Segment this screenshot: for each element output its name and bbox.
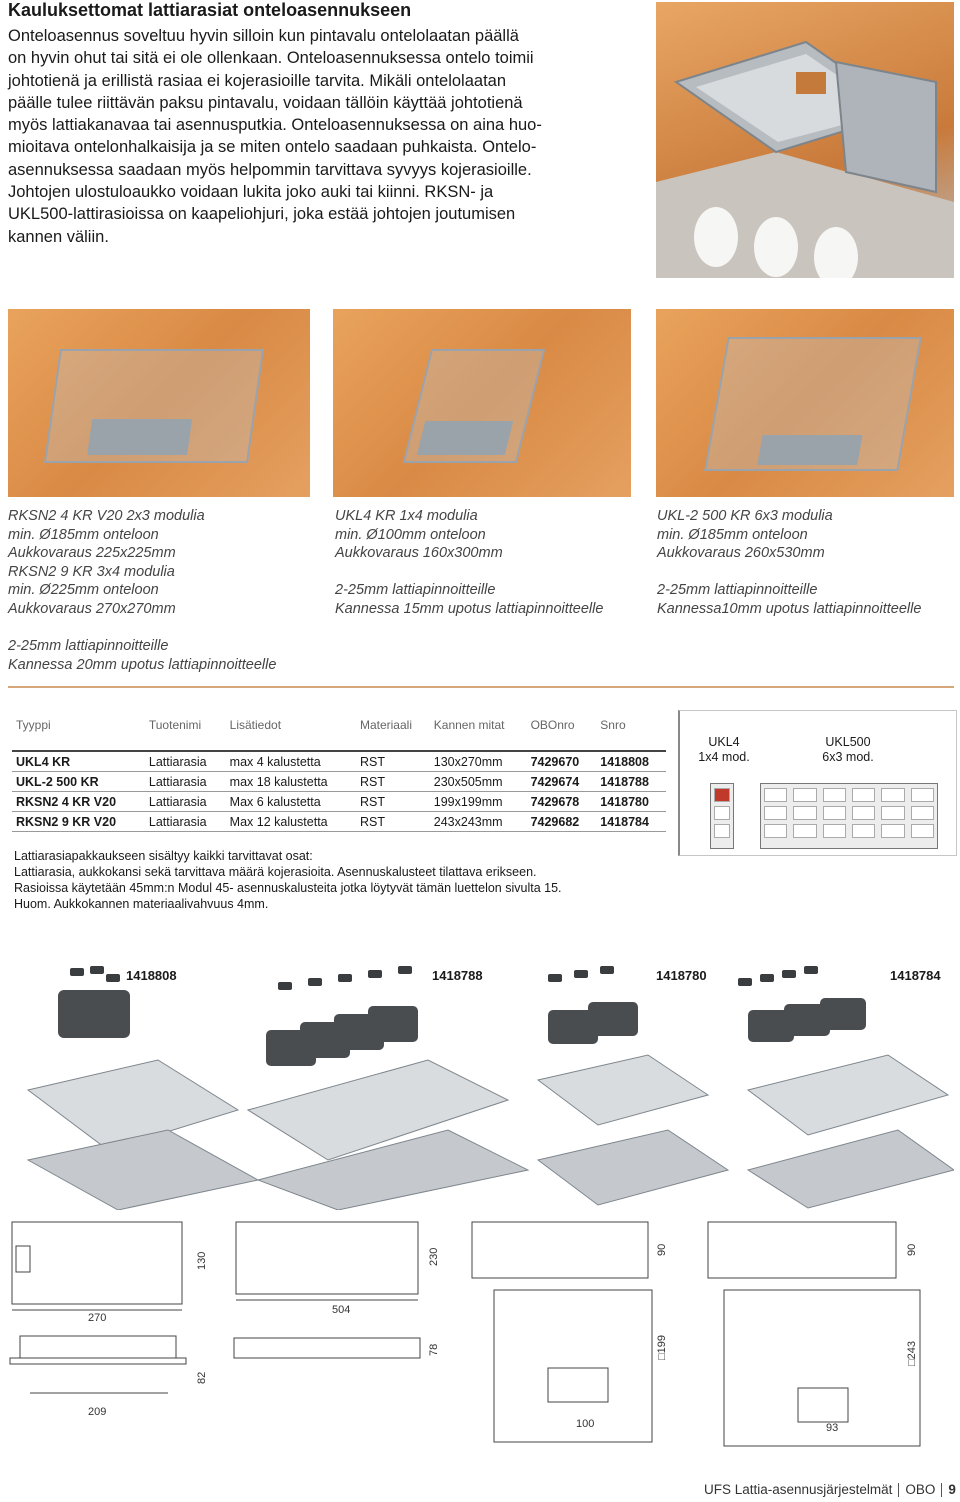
lid-plate: [87, 419, 192, 455]
cell-type: RKSN2 9 KR V20: [12, 812, 145, 832]
cell-s-no: 1418808: [596, 751, 666, 772]
cell-info: max 18 kalustetta: [226, 772, 356, 792]
product-code: 1418784: [890, 968, 941, 983]
intro-line: Onteloasennus soveltuu hyvin silloin kun pintavalu ontelolaatan päällä: [8, 27, 519, 45]
caption-line: min. Ø100mm onteloon: [335, 526, 486, 543]
product-code: 1418780: [656, 968, 707, 983]
caption-line: RKSN2 9 KR 3x4 modulia: [8, 563, 175, 580]
module-socket: [793, 788, 816, 802]
intro-line: Johtojen ulostuloaukko voidaan lukita joko auki tai kiinni. RKSN- ja: [8, 183, 494, 202]
floor-box-outline: [44, 349, 264, 463]
module-column: [820, 784, 849, 848]
module-socket: [714, 788, 730, 802]
module-name: UKL500: [825, 735, 871, 749]
page-title: Kauluksettomat lattiarasiat onteloasennukseen: [8, 0, 412, 20]
module-socket: [881, 824, 904, 838]
module-name: UKL4: [708, 735, 740, 749]
intro-line: mioitava ontelonhalkaisija ja se miten ontelo saadaan puhkaista. Ontelo-: [8, 138, 537, 157]
col-header: Kannen mitat: [433, 718, 505, 732]
product-table: [12, 714, 666, 832]
floor-photo-ukl500: [656, 309, 954, 497]
footer-section: UFS Lattia-asennusjärjestelmät: [704, 1482, 893, 1497]
module-column: [908, 784, 937, 848]
lid-frame: [538, 1055, 708, 1125]
cell-product: Lattiarasia: [145, 812, 226, 832]
caption-ukl4: [335, 507, 645, 619]
cell-product: Lattiarasia: [145, 792, 226, 812]
cell-material: RST: [356, 751, 430, 772]
base-frame: [28, 1130, 258, 1210]
cell-s-no: 1418788: [596, 772, 666, 792]
cell-s-no: 1418780: [596, 792, 666, 812]
drawing-ukl4: [10, 1222, 186, 1393]
device-boxes-2: [266, 1006, 418, 1066]
module-socket: [911, 824, 934, 838]
caption-line: [335, 563, 645, 582]
cell-info: Max 12 kalustetta: [226, 812, 356, 832]
cell-type: UKL4 KR: [12, 751, 145, 772]
module-column: [849, 784, 878, 848]
dimension-label: □199: [656, 1335, 668, 1360]
note-line: Lattiarasia, aukkokansi sekä tarvittava määrä kojerasioita. Asennuskalusteet tilattava erikseen.: [14, 865, 537, 879]
installation-photo: [656, 2, 954, 278]
intro-line: päälle tulee riittävän paksu pintavalu, voidaan tällöin käyttää johtotienä: [8, 93, 523, 112]
module-socket: [852, 824, 875, 838]
module-socket: [823, 824, 846, 838]
module-socket: [764, 824, 787, 838]
cell-type: RKSN2 4 KR V20: [12, 792, 145, 812]
cell-lid-size: 199x199mm: [430, 792, 527, 812]
module-column: [790, 784, 819, 848]
col-header: Snro: [600, 718, 626, 732]
floor-box-outline: [704, 337, 922, 471]
caption-line: 2-25mm lattiapinnoitteille: [8, 638, 169, 654]
caption-rksn2-extra: [8, 637, 328, 674]
intro-line: myös lattiakanavaa tai asennusputkia. Onteloasennuksessa on aina huo-: [8, 116, 542, 135]
device-boxes-4: [748, 998, 866, 1042]
cell-lid-size: 130x270mm: [430, 751, 527, 772]
module-socket: [881, 806, 904, 820]
dimension-label: 78: [428, 1343, 440, 1356]
dimension-label: 90: [906, 1243, 918, 1256]
base-frame: [748, 1130, 954, 1208]
intro-line: asennuksessa saadaan myös helpommin tarvittava syvyys kojerasioille.: [8, 160, 532, 179]
cell-material: RST: [356, 812, 430, 832]
table-header-row: [12, 714, 666, 751]
technical-drawings: [8, 1218, 954, 1450]
caption-line: Aukkovaraus 225x225mm: [8, 545, 176, 562]
dimension-label: 209: [88, 1406, 107, 1418]
caption-line: Kannessa 20mm upotus lattiapinnoitteelle: [8, 656, 277, 673]
col-header: Lisätiedot: [229, 718, 282, 732]
package-notes: [14, 848, 562, 912]
cell-s-no: 1418784: [596, 812, 666, 832]
caption-line: 2-25mm lattiapinnoitteille: [335, 582, 496, 599]
module-socket: [911, 806, 934, 820]
module-socket: [793, 806, 816, 820]
device-boxes-3: [548, 1002, 638, 1044]
caption-line: Kannessa 15mm upotus lattiapinnoitteelle: [335, 600, 604, 617]
ukl4-module-label: [692, 735, 756, 765]
caption-rksn2: [8, 507, 318, 619]
col-header: Tyyppi: [16, 718, 51, 732]
cell-obo-no: 7429670: [527, 751, 597, 772]
caption-line: Aukkovaraus 270x270mm: [8, 600, 176, 617]
ukl500-module-diagram: [760, 783, 938, 849]
intro-line: johtotienä ja erillistä rasiaa ei kojerasioille tarvita. Mikäli ontelolaatan: [8, 71, 507, 90]
module-socket: [714, 806, 730, 820]
cell-product: Lattiarasia: [145, 772, 226, 792]
drawing-rksn2-4: [472, 1222, 652, 1442]
cell-obo-no: 7429682: [527, 812, 597, 832]
module-socket: [793, 824, 816, 838]
module-socket: [764, 806, 787, 820]
caption-line: [657, 563, 957, 582]
floor-photo-ukl4: [333, 309, 631, 497]
cell-obo-no: 7429678: [527, 792, 597, 812]
caption-line: Aukkovaraus 260x530mm: [657, 545, 825, 562]
intro-line: on hyvin ohut tai sitä ei ole ollenkaan. Onteloasennuksessa ontelo toimii: [8, 49, 534, 68]
dimension-label: 230: [428, 1247, 440, 1266]
intro-line: UKL500-lattirasioissa on kaapeliohjuri, joka estää johtojen joutumisen: [8, 205, 516, 224]
caption-line: RKSN2 4 KR V20 2x3 modulia: [8, 508, 205, 524]
module-socket: [714, 824, 730, 838]
caption-line: 2-25mm lattiapinnoitteille: [657, 582, 818, 599]
dimension-label: 82: [196, 1371, 208, 1384]
ukl500-module-label: [808, 735, 888, 765]
dimension-label: 100: [576, 1418, 595, 1430]
caption-line: UKL-2 500 KR 6x3 modulia: [657, 508, 833, 524]
module-socket: [911, 788, 934, 802]
module-column: [761, 784, 790, 848]
footer-separator: [941, 1483, 942, 1497]
base-frame: [538, 1130, 728, 1205]
caption-line: Kannessa10mm upotus lattiapinnoitteelle: [657, 600, 922, 617]
module-socket: [764, 788, 787, 802]
module-count: 1x4 mod.: [698, 750, 750, 764]
module-socket: [881, 788, 904, 802]
floor-box-outline: [403, 349, 545, 463]
ukl4-module-diagram: [710, 783, 734, 849]
caption-line: Aukkovaraus 160x300mm: [335, 545, 503, 562]
lid-plate: [417, 421, 513, 455]
caption-line: min. Ø225mm onteloon: [8, 582, 159, 599]
drawing-rksn2-9: [708, 1222, 920, 1446]
note-line: Huom. Aukkokannen materiaalivahvuus 4mm.: [14, 897, 269, 911]
cell-product: Lattiarasia: [145, 751, 226, 772]
module-column: [878, 784, 907, 848]
module-socket: [823, 806, 846, 820]
module-socket: [852, 806, 875, 820]
col-header: Tuotenimi: [148, 718, 202, 732]
module-layout-box: [678, 710, 957, 856]
dimension-label: 504: [332, 1304, 351, 1316]
installation-illustration: [656, 2, 954, 278]
device-box: [58, 990, 130, 1038]
col-header: Materiaali: [359, 718, 412, 732]
caption-line: min. Ø185mm onteloon: [657, 526, 808, 543]
cell-material: RST: [356, 772, 430, 792]
module-socket: [852, 788, 875, 802]
cable-guides-2: [278, 966, 412, 990]
dimension-label: □243: [906, 1341, 918, 1366]
table-row: [12, 751, 666, 772]
cell-material: RST: [356, 792, 430, 812]
caption-line: min. Ø185mm onteloon: [8, 526, 159, 543]
intro-line: kannen väliin.: [8, 227, 109, 246]
page-number: 9: [948, 1482, 956, 1497]
dimension-label: 270: [88, 1312, 107, 1324]
footer-separator: [898, 1483, 899, 1497]
caption-ukl500: [657, 507, 957, 619]
intro-text: [8, 25, 648, 248]
caption-line: UKL4 KR 1x4 modulia: [335, 508, 478, 524]
note-line: Rasioissa käytetään 45mm:n Modul 45- asennuskalusteita jotka löytyvät tämän luettelon sivulta 15.: [14, 881, 562, 895]
drawing-ukl500: [234, 1222, 420, 1358]
cable-guides-1: [70, 966, 120, 982]
table-row: [12, 772, 666, 792]
note-line: Lattiarasiapakkaukseen sisältyy kaikki tarvittavat osat:: [14, 849, 313, 863]
table-row: [12, 792, 666, 812]
module-socket: [823, 788, 846, 802]
page-footer: [704, 1482, 956, 1497]
footer-brand: OBO: [905, 1482, 936, 1497]
product-code: 1418788: [432, 968, 483, 983]
lid-frame: [748, 1055, 948, 1135]
cell-info: max 4 kalustetta: [226, 751, 356, 772]
product-code: 1418808: [126, 968, 177, 983]
cell-obo-no: 7429674: [527, 772, 597, 792]
cell-lid-size: 230x505mm: [430, 772, 527, 792]
cable-guides-3: [548, 966, 614, 982]
section-divider: [8, 686, 954, 688]
dimension-label: 130: [196, 1251, 208, 1270]
dimension-label: 93: [826, 1422, 839, 1434]
cell-info: Max 6 kalustetta: [226, 792, 356, 812]
col-header: OBOnro: [530, 718, 575, 732]
cell-type: UKL-2 500 KR: [12, 772, 145, 792]
lid-frame: [28, 1060, 238, 1150]
exploded-drawings: [8, 960, 954, 1210]
floor-photo-rksn2: [8, 309, 310, 497]
table-row: [12, 812, 666, 832]
cable-guides-4: [738, 966, 818, 986]
lid-plate: [757, 435, 862, 465]
dimension-label: 90: [656, 1243, 668, 1256]
module-count: 6x3 mod.: [822, 750, 874, 764]
cell-lid-size: 243x243mm: [430, 812, 527, 832]
